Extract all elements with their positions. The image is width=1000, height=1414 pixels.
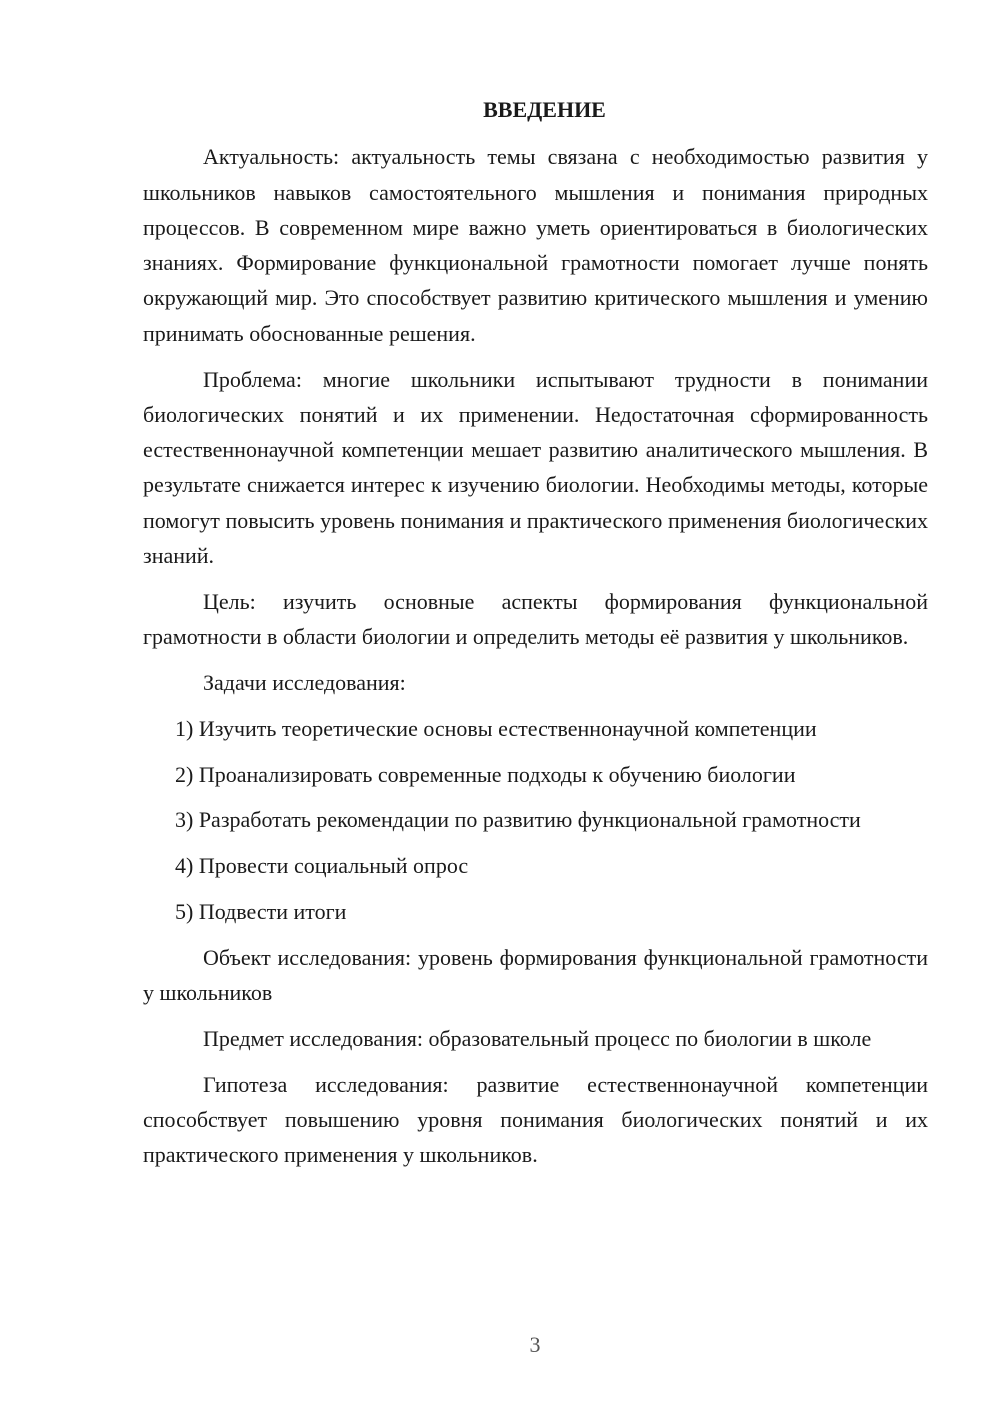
section-title: ВВЕДЕНИЕ (483, 97, 606, 122)
goal-paragraph: Цель: изучить основные аспекты формирования функциональной грамотности в области биологии и определить методы её развития у школьников. (143, 588, 928, 650)
task-item-2: 2) Проанализировать современные подходы к обучению биологии (175, 761, 796, 787)
tasks-heading: Задачи исследования: (203, 669, 406, 695)
relevance-paragraph: Актуальность: актуальность темы связана с необходимостью развития у школьников навыков самостоятельного мышления и понимания природных процессов. В современном мире важно уметь ориентироваться в биологических знаниях. Формирование функциональной грамотности помогает лучше понять окружающий мир. Это способствует развитию критического мышления и умению принимать обоснованные решения. (143, 144, 928, 346)
task-item-5: 5) Подвести итоги (175, 898, 347, 924)
task-item-4: 4) Провести социальный опрос (175, 853, 469, 879)
page-number: 3 (529, 1332, 541, 1357)
task-item-1: 1) Изучить теоретические основы естественнонаучной компетенции (175, 715, 817, 741)
subject-paragraph: Предмет исследования: образовательный процесс по биологии в школе (203, 1025, 872, 1051)
object-paragraph: Объект исследования: уровень формирования функциональной грамотности у школьников (143, 944, 928, 1006)
problem-paragraph: Проблема: многие школьники испытывают трудности в понимании биологических понятий и их применении. Недостаточная сформированность естественнонаучной компетенции мешает развитию аналитического мышления. В результате снижается интерес к изучению биологии. Необходимы методы, которые помогут повысить уровень понимания и практического применения биологических знаний. (143, 366, 928, 569)
task-item-3: 3) Разработать рекомендации по развитию функциональной грамотности (175, 807, 861, 833)
tasks-list (143, 711, 928, 929)
document-body (143, 92, 928, 1183)
hypothesis-paragraph: Гипотеза исследования: развитие естественнонаучной компетенции способствует повышению уровня понимания биологических понятий и их практического применения у школьников. (143, 1071, 928, 1168)
